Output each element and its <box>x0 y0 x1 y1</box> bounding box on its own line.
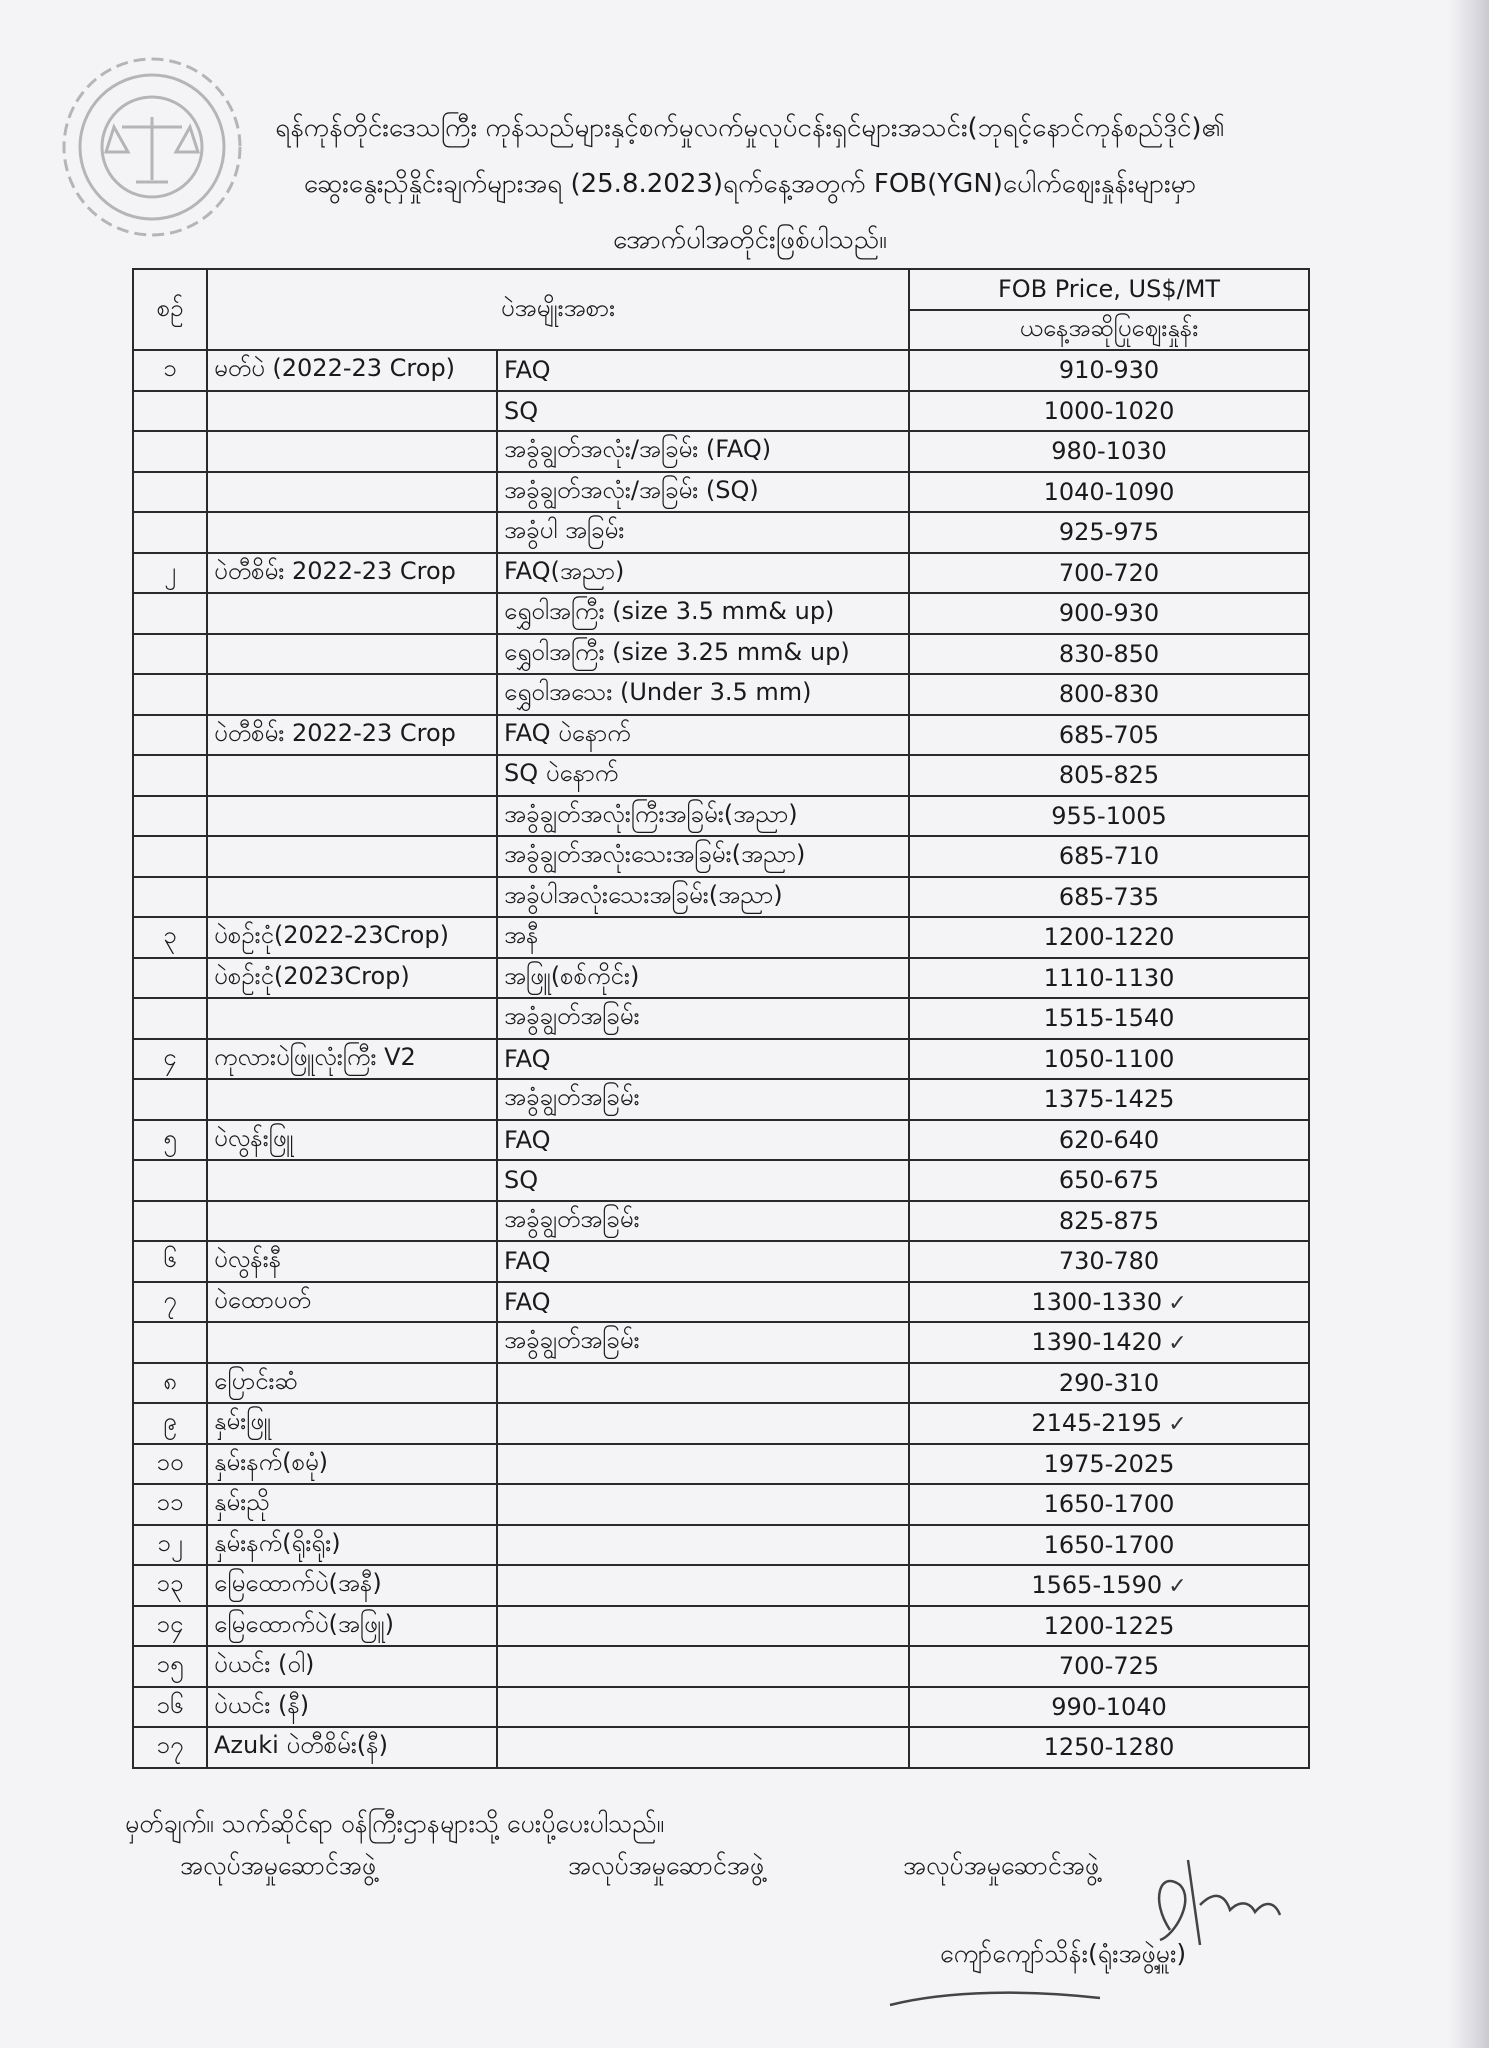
item-name-cell-text: နှမ်းနက်(စမုံ) <box>214 1447 329 1476</box>
serial-cell-text: ၃ <box>163 921 177 950</box>
table-row <box>133 431 1309 472</box>
item-name-cell <box>207 1687 497 1728</box>
price-cell <box>909 350 1309 391</box>
table-row <box>133 1525 1309 1566</box>
price-cell <box>909 1525 1309 1566</box>
serial-cell <box>133 512 207 553</box>
table-row <box>133 1646 1309 1687</box>
item-name-cell <box>207 1039 497 1080</box>
grade-cell-text: အခွံချွတ်အလုံးသေးအခြမ်း(အညာ) <box>504 840 806 869</box>
item-name-cell-text: မြေထောက်ပဲ(အဖြူ) <box>214 1609 394 1638</box>
serial-cell <box>133 391 207 432</box>
grade-cell-text: အခွံချွတ်အလုံး/အခြမ်း (SQ) <box>504 475 759 504</box>
grade-cell <box>497 1687 909 1728</box>
price-cell <box>909 715 1309 756</box>
grade-cell <box>497 1241 909 1282</box>
table-row <box>133 1039 1309 1080</box>
serial-cell <box>133 1687 207 1728</box>
grade-cell <box>497 1322 909 1363</box>
price-cell <box>909 674 1309 715</box>
price-cell-text: 805-825 <box>1058 761 1160 790</box>
item-name-cell <box>207 917 497 958</box>
grade-cell <box>497 1039 909 1080</box>
grade-cell <box>497 877 909 918</box>
price-cell <box>909 1484 1309 1525</box>
serial-cell <box>133 593 207 634</box>
document-heading <box>120 100 1380 268</box>
item-name-cell <box>207 1646 497 1687</box>
item-name-cell-text: နှမ်းဖြူ <box>214 1407 271 1436</box>
serial-cell <box>133 1241 207 1282</box>
grade-cell-text: အခွံချွတ်အခြမ်း <box>504 1083 640 1112</box>
item-name-cell <box>207 958 497 999</box>
grade-cell-text: အခွံပါ အခြမ်း <box>504 516 625 545</box>
item-name-cell-text: ပဲလွန်းဖြူ <box>214 1123 294 1152</box>
serial-cell-text: ၆ <box>163 1245 177 1274</box>
item-name-cell <box>207 877 497 918</box>
table-row <box>133 674 1309 715</box>
price-cell <box>909 998 1309 1039</box>
grade-cell-text: အခွံပါအလုံးသေးအခြမ်း(အညာ) <box>504 880 783 909</box>
serial-cell-text: ၄ <box>163 1042 177 1071</box>
table-row <box>133 917 1309 958</box>
grade-cell-text: FAQ <box>504 1247 551 1276</box>
grade-cell-text: အခွံချွတ်အလုံး/အခြမ်း (FAQ) <box>504 435 772 464</box>
grade-cell-text: FAQ <box>504 356 551 385</box>
grade-cell-text: အခွံချွတ်အလုံးကြီးအခြမ်း(အညာ) <box>504 799 798 828</box>
item-name-cell <box>207 634 497 675</box>
check-mark-icon: ✓ <box>1168 1290 1187 1316</box>
item-name-cell-text: ပဲယင်း (နီ) <box>214 1690 310 1719</box>
price-cell-text: 1200-1220 <box>1043 923 1175 952</box>
item-name-cell-text: နှမ်းညို <box>214 1488 270 1517</box>
price-cell <box>909 1727 1309 1768</box>
item-name-cell <box>207 1484 497 1525</box>
table-row <box>133 1079 1309 1120</box>
price-cell <box>909 1322 1309 1363</box>
heading-line-2: ဆွေးနွေးညှိနှိုင်းချက်များအရ (25.8.2023)ရက်နေ့အတွက် FOB(YGN)ပေါက်ဈေးနှုန်းများမှာ <box>303 169 1197 199</box>
grade-cell-text: အနီ <box>504 921 539 950</box>
price-cell-text: 1000-1020 <box>1043 396 1175 425</box>
table-row <box>133 1484 1309 1525</box>
grade-cell-text: အခွံချွတ်အခြမ်း <box>504 1002 640 1031</box>
serial-cell-text: ၁၁ <box>156 1488 184 1517</box>
item-name-cell <box>207 553 497 594</box>
page-edge <box>1449 0 1489 2048</box>
table-row <box>133 836 1309 877</box>
price-cell <box>909 1282 1309 1323</box>
item-name-cell-text: ပဲထောပတ် <box>214 1285 311 1314</box>
price-cell <box>909 1241 1309 1282</box>
price-cell-text: 685-710 <box>1058 842 1160 871</box>
item-name-cell-text: မြေထောက်ပဲ(အနီ) <box>214 1569 382 1598</box>
serial-cell <box>133 634 207 675</box>
grade-cell <box>497 958 909 999</box>
price-cell <box>909 1444 1309 1485</box>
item-name-cell <box>207 1403 497 1444</box>
table-row <box>133 998 1309 1039</box>
signature-unit-2: အလုပ်အမှုဆောင်အဖွဲ့ <box>568 1851 765 1880</box>
table-row <box>133 634 1309 675</box>
serial-cell <box>133 715 207 756</box>
serial-cell <box>133 1160 207 1201</box>
grade-cell <box>497 1484 909 1525</box>
table-row <box>133 715 1309 756</box>
handwritten-signature-icon <box>870 1840 1330 2030</box>
grade-cell <box>497 350 909 391</box>
grade-cell-text: FAQ ပဲနောက် <box>504 718 631 747</box>
price-cell-text: 685-705 <box>1058 720 1160 749</box>
grade-cell <box>497 674 909 715</box>
grade-cell <box>497 715 909 756</box>
price-cell-text: 1110-1130 <box>1043 963 1175 992</box>
serial-cell <box>133 877 207 918</box>
serial-cell-text: ၁၃ <box>156 1569 184 1598</box>
table-row <box>133 796 1309 837</box>
price-cell <box>909 431 1309 472</box>
serial-cell <box>133 472 207 513</box>
price-cell-text: 685-735 <box>1058 882 1160 911</box>
price-cell <box>909 1565 1309 1606</box>
item-name-cell-text: ပဲယင်း (ဝါ) <box>214 1650 315 1679</box>
serial-cell <box>133 1322 207 1363</box>
price-cell <box>909 1363 1309 1404</box>
item-name-cell-text: မတ်ပဲ (2022-23 Crop) <box>214 354 456 383</box>
grade-cell <box>497 755 909 796</box>
price-cell <box>909 593 1309 634</box>
price-cell-text: 1975-2025 <box>1043 1449 1175 1478</box>
table-row <box>133 350 1309 391</box>
price-cell <box>909 1646 1309 1687</box>
serial-cell-text: ၇ <box>163 1285 177 1314</box>
check-mark-icon: ✓ <box>1168 1331 1187 1357</box>
table-row <box>133 1282 1309 1323</box>
price-cell-text: 700-725 <box>1058 1652 1160 1681</box>
serial-cell <box>133 431 207 472</box>
table-row <box>133 877 1309 918</box>
price-cell <box>909 1079 1309 1120</box>
item-name-cell <box>207 715 497 756</box>
grade-cell-text: ရွှေဝါအကြီး (size 3.25 mm& up) <box>504 637 850 666</box>
item-name-cell-text: ပဲလွန်းနီ <box>214 1245 282 1274</box>
price-cell <box>909 796 1309 837</box>
serial-cell-text: ၁၄ <box>156 1609 184 1638</box>
grade-cell <box>497 1606 909 1647</box>
table-body <box>133 350 1309 1768</box>
grade-cell <box>497 796 909 837</box>
price-cell <box>909 877 1309 918</box>
grade-cell-text: FAQ <box>504 1287 551 1316</box>
price-cell-text: 1650-1700 <box>1043 1530 1175 1559</box>
grade-cell-text: FAQ <box>504 1044 551 1073</box>
grade-cell <box>497 553 909 594</box>
table-row <box>133 1363 1309 1404</box>
serial-cell <box>133 1079 207 1120</box>
grade-cell <box>497 836 909 877</box>
table-row <box>133 1322 1309 1363</box>
price-cell <box>909 553 1309 594</box>
price-cell-text: 1300-1330 <box>1031 1287 1163 1316</box>
serial-cell <box>133 1403 207 1444</box>
price-cell <box>909 917 1309 958</box>
price-cell-text: 1050-1100 <box>1043 1044 1175 1073</box>
serial-cell <box>133 836 207 877</box>
grade-cell <box>497 1201 909 1242</box>
item-name-cell <box>207 755 497 796</box>
check-mark-icon: ✓ <box>1168 1574 1187 1600</box>
item-name-cell <box>207 998 497 1039</box>
grade-cell-text: ရွှေဝါအသေး (Under 3.5 mm) <box>504 678 812 707</box>
grade-cell-text: အဖြူ(စစ်ကိုင်း) <box>504 961 640 990</box>
serial-cell-text: ၁၀ <box>156 1447 184 1476</box>
grade-cell <box>497 1646 909 1687</box>
item-name-cell <box>207 1120 497 1161</box>
grade-cell-text: ရွှေဝါအကြီး (size 3.5 mm& up) <box>504 597 835 626</box>
price-cell-text: 2145-2195 <box>1031 1409 1163 1438</box>
table-row <box>133 1120 1309 1161</box>
serial-cell <box>133 350 207 391</box>
serial-cell <box>133 1525 207 1566</box>
grade-cell <box>497 391 909 432</box>
serial-cell-text: ၁၅ <box>156 1650 184 1679</box>
grade-cell <box>497 634 909 675</box>
serial-cell-text: ၁၂ <box>157 1528 183 1557</box>
table-row <box>133 1444 1309 1485</box>
price-cell <box>909 755 1309 796</box>
table-header-row <box>133 269 1309 310</box>
item-name-cell <box>207 472 497 513</box>
table-row <box>133 553 1309 594</box>
header-item: ပဲအမျိုးအစား <box>207 269 909 350</box>
item-name-cell-text: ပဲတီစိမ်း 2022-23 Crop <box>214 718 456 747</box>
serial-cell <box>133 1201 207 1242</box>
item-name-cell <box>207 391 497 432</box>
grade-cell <box>497 431 909 472</box>
price-table <box>132 268 1310 1769</box>
table-row <box>133 472 1309 513</box>
grade-cell <box>497 1160 909 1201</box>
serial-cell <box>133 755 207 796</box>
price-cell-text: 830-850 <box>1058 639 1160 668</box>
grade-cell-text: SQ ပဲနောက် <box>504 759 619 788</box>
grade-cell <box>497 1282 909 1323</box>
serial-cell <box>133 998 207 1039</box>
grade-cell-text: အခွံချွတ်အခြမ်း <box>504 1326 640 1355</box>
price-cell <box>909 1403 1309 1444</box>
price-cell-text: 1515-1540 <box>1043 1004 1175 1033</box>
serial-cell <box>133 1120 207 1161</box>
serial-cell-text: ၁၇ <box>156 1731 184 1760</box>
serial-cell <box>133 1444 207 1485</box>
header-serial: စဉ် <box>133 269 207 350</box>
serial-cell-text: ၁၆ <box>156 1690 184 1719</box>
signature-unit-3: အလုပ်အမှုဆောင်အဖွဲ့ <box>903 1851 1100 1880</box>
item-name-cell-text: Azuki ပဲတီစိမ်း(နီ) <box>214 1731 388 1760</box>
serial-cell <box>133 1646 207 1687</box>
item-name-cell <box>207 1363 497 1404</box>
grade-cell <box>497 593 909 634</box>
price-cell <box>909 472 1309 513</box>
price-cell-text: 700-720 <box>1058 558 1160 587</box>
item-name-cell-text: ကုလားပဲဖြူလုံးကြီး V2 <box>214 1042 416 1071</box>
item-name-cell <box>207 512 497 553</box>
check-mark-icon: ✓ <box>1168 1412 1187 1438</box>
item-name-cell <box>207 836 497 877</box>
price-cell <box>909 1687 1309 1728</box>
serial-cell <box>133 674 207 715</box>
price-cell-text: 650-675 <box>1058 1166 1160 1195</box>
price-cell-text: 1650-1700 <box>1043 1490 1175 1519</box>
serial-cell-text: ၈ <box>163 1366 177 1395</box>
grade-cell <box>497 472 909 513</box>
price-cell <box>909 1160 1309 1201</box>
item-name-cell <box>207 674 497 715</box>
price-cell <box>909 634 1309 675</box>
price-cell-text: 800-830 <box>1058 680 1160 709</box>
serial-cell <box>133 917 207 958</box>
grade-cell <box>497 1525 909 1566</box>
table-row <box>133 1201 1309 1242</box>
header-price-sub: ယနေ့အဆိုပြုဈေးနှုန်း <box>909 310 1309 351</box>
serial-cell <box>133 1565 207 1606</box>
grade-cell <box>497 1565 909 1606</box>
item-name-cell <box>207 1160 497 1201</box>
price-cell <box>909 391 1309 432</box>
serial-cell-text: ၉ <box>163 1407 177 1436</box>
price-cell <box>909 1201 1309 1242</box>
price-cell-text: 900-930 <box>1058 599 1160 628</box>
heading-line-3: အောက်ပါအတိုင်းဖြစ်ပါသည်။ <box>613 225 887 255</box>
grade-cell <box>497 1120 909 1161</box>
price-cell <box>909 512 1309 553</box>
item-name-cell <box>207 1565 497 1606</box>
price-cell <box>909 1039 1309 1080</box>
item-name-cell-text: ပဲတီစိမ်း 2022-23 Crop <box>214 556 456 585</box>
price-cell-text: 1250-1280 <box>1043 1733 1175 1762</box>
price-cell <box>909 958 1309 999</box>
remark-note: မှတ်ချက်။ သက်ဆိုင်ရာ ဝန်ကြီးဌာနများသို့ ပေးပို့ပေးပါသည်။ <box>125 1809 665 1838</box>
price-cell-text: 1565-1590 <box>1031 1571 1163 1600</box>
table-row <box>133 1403 1309 1444</box>
item-name-cell <box>207 1525 497 1566</box>
table-row <box>133 391 1309 432</box>
grade-cell-text: အခွံချွတ်အခြမ်း <box>504 1204 640 1233</box>
grade-cell <box>497 1403 909 1444</box>
serial-cell <box>133 958 207 999</box>
price-cell-text: 925-975 <box>1058 518 1160 547</box>
table-row <box>133 1687 1309 1728</box>
item-name-cell <box>207 593 497 634</box>
table-row <box>133 512 1309 553</box>
table-row <box>133 1160 1309 1201</box>
serial-cell <box>133 1363 207 1404</box>
table-row <box>133 958 1309 999</box>
item-name-cell <box>207 796 497 837</box>
item-name-cell <box>207 1201 497 1242</box>
item-name-cell <box>207 1079 497 1120</box>
price-cell-text: 290-310 <box>1058 1368 1160 1397</box>
serial-cell-text: ၂ <box>164 556 176 585</box>
grade-cell <box>497 512 909 553</box>
heading-line-1: ရန်ကုန်တိုင်းဒေသကြီး ကုန်သည်များနှင့်စက်မှုလက်မှုလုပ်ငန်းရှင်များအသင်း(ဘုရင့်နောင်ကုန်စည်ဒိုင်)၏ <box>275 113 1225 143</box>
serial-cell <box>133 1484 207 1525</box>
price-cell-text: 990-1040 <box>1051 1692 1167 1721</box>
signatory-name: ကျော်ကျော်သိန်း(ရုံးအဖွဲ့မှူး) <box>940 1939 1187 1968</box>
grade-cell <box>497 998 909 1039</box>
serial-cell <box>133 1282 207 1323</box>
price-cell-text: 1375-1425 <box>1043 1085 1175 1114</box>
serial-cell <box>133 1727 207 1768</box>
grade-cell-text: FAQ <box>504 1125 551 1154</box>
signature-unit-1: အလုပ်အမှုဆောင်အဖွဲ့ <box>180 1851 377 1880</box>
table-row <box>133 1727 1309 1768</box>
price-cell <box>909 836 1309 877</box>
item-name-cell <box>207 350 497 391</box>
serial-cell <box>133 796 207 837</box>
table-row <box>133 593 1309 634</box>
price-cell-text: 1200-1225 <box>1043 1611 1175 1640</box>
table-row <box>133 1241 1309 1282</box>
price-cell-text: 955-1005 <box>1051 801 1167 830</box>
item-name-cell-text: နှမ်းနက်(ရိုးရိုး) <box>214 1528 341 1557</box>
grade-cell-text: SQ <box>504 1166 539 1195</box>
item-name-cell <box>207 1241 497 1282</box>
item-name-cell <box>207 431 497 472</box>
price-cell-text: 1040-1090 <box>1043 477 1175 506</box>
table-row <box>133 1565 1309 1606</box>
price-cell-text: 730-780 <box>1058 1247 1160 1276</box>
table-row <box>133 1606 1309 1647</box>
item-name-cell <box>207 1322 497 1363</box>
serial-cell-text: ၅ <box>163 1123 177 1152</box>
item-name-cell-text: ပဲစဉ်းငုံ(2023Crop) <box>214 961 410 990</box>
serial-cell <box>133 1606 207 1647</box>
grade-cell <box>497 1444 909 1485</box>
price-cell <box>909 1606 1309 1647</box>
serial-cell <box>133 553 207 594</box>
price-cell-text: 910-930 <box>1058 356 1160 385</box>
serial-cell <box>133 1039 207 1080</box>
item-name-cell <box>207 1282 497 1323</box>
grade-cell <box>497 1727 909 1768</box>
grade-cell-text: SQ <box>504 396 539 425</box>
item-name-cell <box>207 1606 497 1647</box>
price-cell-text: 1390-1420 <box>1031 1328 1163 1357</box>
header-price: FOB Price, US$/MT <box>909 269 1309 310</box>
item-name-cell-text: ပဲစဉ်းငုံ(2022-23Crop) <box>214 921 449 950</box>
item-name-cell <box>207 1727 497 1768</box>
grade-cell <box>497 1363 909 1404</box>
grade-cell <box>497 917 909 958</box>
price-cell <box>909 1120 1309 1161</box>
price-cell-text: 620-640 <box>1058 1125 1160 1154</box>
price-cell-text: 980-1030 <box>1051 437 1167 466</box>
item-name-cell <box>207 1444 497 1485</box>
grade-cell-text: FAQ(အညာ) <box>504 556 625 585</box>
serial-cell-text: ၁ <box>163 354 177 383</box>
grade-cell <box>497 1079 909 1120</box>
item-name-cell-text: ပြောင်းဆံ <box>214 1366 298 1395</box>
price-cell-text: 825-875 <box>1058 1206 1160 1235</box>
table-row <box>133 755 1309 796</box>
